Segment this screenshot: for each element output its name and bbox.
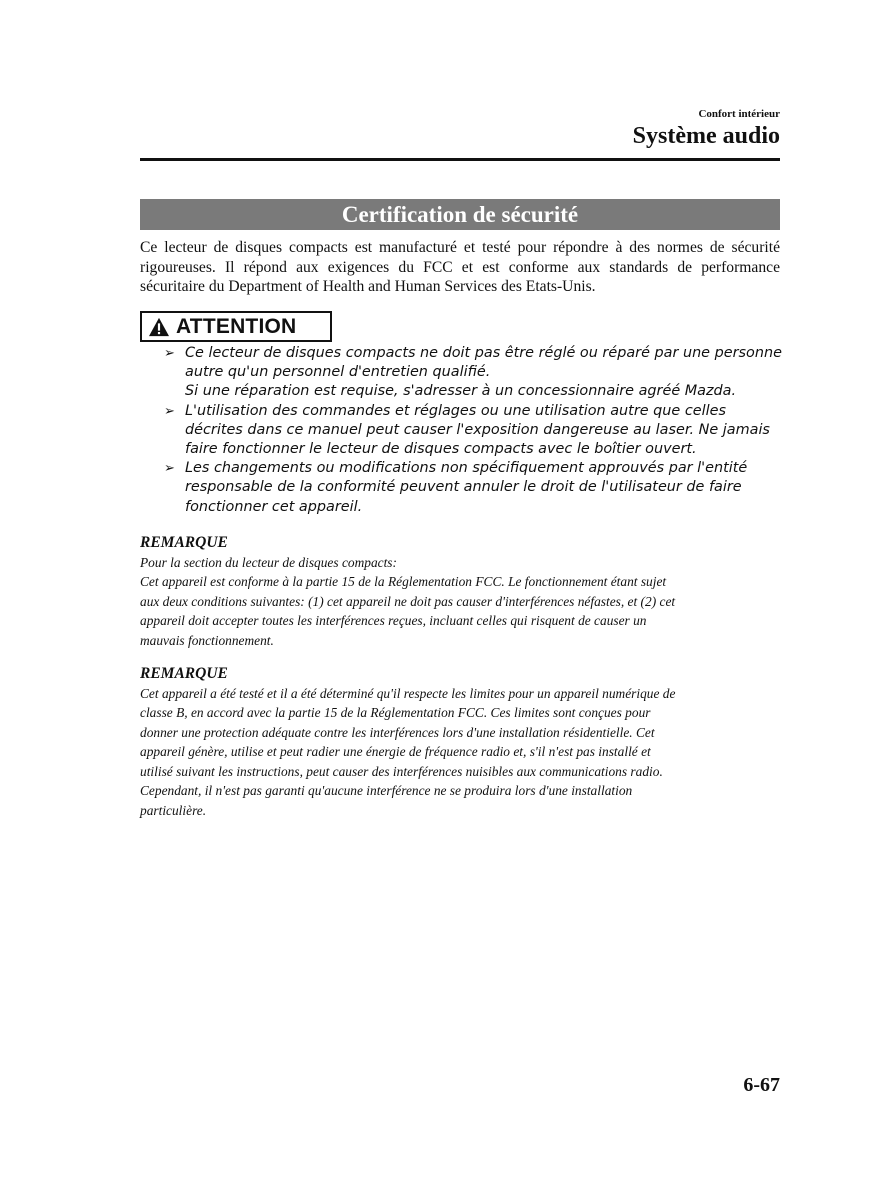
remark-line: donner une protection adéquate contre les interférences lors d'une installation résidentielle. Cet bbox=[140, 724, 655, 740]
attention-item-line: Ce lecteur de disques compacts ne doit pas être réglé ou réparé par une personne bbox=[185, 345, 782, 361]
attention-item-line: décrites dans ce manuel peut causer l'exposition dangereuse au laser. Ne jamais bbox=[185, 421, 770, 438]
arrow-bullet-icon: ➢ bbox=[164, 403, 175, 419]
remark-line: mauvais fonctionnement. bbox=[140, 632, 274, 648]
remark-line: Cet appareil a été testé et il a été déterminé qu'il respecte les limites pour un appareil numérique de bbox=[140, 685, 676, 701]
arrow-bullet-icon: ➢ bbox=[164, 346, 175, 361]
attention-label: ATTENTION bbox=[176, 314, 297, 338]
remark-block bbox=[140, 533, 780, 650]
header-divider bbox=[140, 158, 780, 161]
remark-block bbox=[140, 664, 780, 820]
attention-item-line: faire fonctionner le lecteur de disques compacts avec le boîtier ouvert. bbox=[185, 441, 697, 458]
section-title-bar bbox=[140, 199, 780, 230]
attention-item bbox=[164, 459, 784, 517]
warning-triangle-icon bbox=[148, 317, 170, 337]
remark-line: utilisé suivant les instructions, peut causer des interférences nuisibles aux communications radio. bbox=[140, 763, 663, 779]
attention-list bbox=[164, 344, 784, 517]
page-number: 6-67 bbox=[743, 1074, 780, 1096]
remark-line: Pour la section du lecteur de disques compacts: bbox=[140, 554, 397, 570]
attention-item bbox=[164, 402, 784, 460]
chapter-subtitle: Confort intérieur bbox=[698, 108, 780, 120]
remark-line: appareil doit accepter toutes les interférences reçues, incluant celles qui risquent de causer un bbox=[140, 613, 647, 628]
attention-item bbox=[164, 344, 784, 402]
attention-item-line: fonctionner cet appareil. bbox=[185, 498, 363, 515]
chapter-title: Système audio bbox=[632, 123, 780, 149]
attention-box bbox=[140, 311, 332, 342]
attention-item-line: L'utilisation des commandes et réglages ou une utilisation autre que celles bbox=[185, 402, 726, 419]
intro-paragraph: Ce lecteur de disques compacts est manufacturé et testé pour répondre à des normes de sécurité rigoureuses. Il répond aux exigences du FCC et est conforme aux standards de performance sécuritaire du Department of Health and Human Services des Etats-Unis. bbox=[140, 239, 780, 295]
remark-heading: REMARQUE bbox=[140, 665, 228, 682]
remark-line: Cet appareil est conforme à la partie 15 de la Réglementation FCC. Le fonctionnement étant sujet bbox=[140, 574, 667, 589]
section-title: Certification de sécurité bbox=[341, 201, 579, 227]
attention-item-line: Si une réparation est requise, s'adresser à un concessionnaire agréé Mazda. bbox=[185, 383, 737, 400]
remark-heading: REMARQUE bbox=[140, 534, 228, 551]
remark-line: particulière. bbox=[140, 802, 207, 818]
arrow-bullet-icon: ➢ bbox=[164, 461, 175, 477]
remark-line: aux deux conditions suivantes: (1) cet appareil ne doit pas causer d'interférences néfastes, et (2) cet bbox=[140, 593, 676, 609]
attention-item-line: responsable de la conformité peuvent annuler le droit de l'utilisateur de faire bbox=[185, 479, 742, 496]
remark-line: Cependant, il n'est pas garanti qu'aucune interférence ne se produira lors d'une installation bbox=[140, 783, 633, 798]
attention-item-line: autre qu'un personnel d'entretien qualifié. bbox=[185, 364, 491, 381]
attention-item-line: Les changements ou modifications non spécifiquement approuvés par l'entité bbox=[185, 460, 748, 477]
remark-line: appareil génère, utilise et peut radier une énergie de fréquence radio et, s'il n'est pas installé et bbox=[140, 744, 651, 759]
remark-line: classe B, en accord avec la partie 15 de la Réglementation FCC. Ces limites sont conçues pour bbox=[140, 705, 651, 720]
